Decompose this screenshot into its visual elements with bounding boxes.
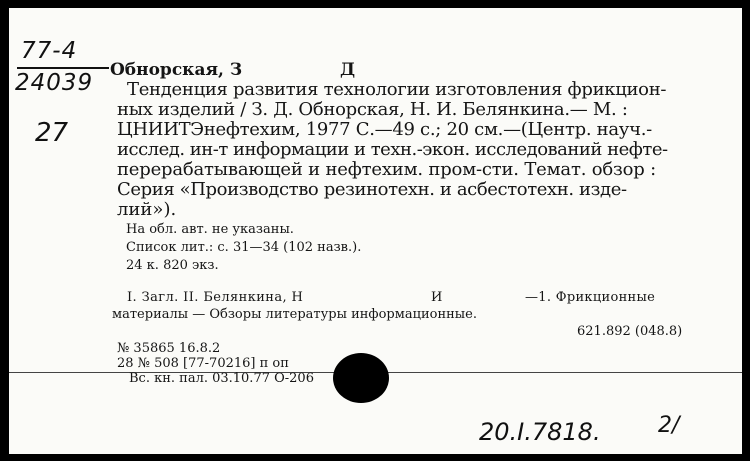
- author-heading: Обнорская, З: [110, 60, 243, 80]
- entry-line: перерабатывающей и нефтехим. пром-сти. Темат. обзор :: [117, 159, 656, 180]
- entry-line: исслед. ин-т информации и техн.-экон. исследований нефте-: [117, 139, 668, 160]
- handwritten-underline: [17, 67, 109, 69]
- handwritten-mark-left: 27: [35, 118, 69, 148]
- note-line: На обл. авт. не указаны.: [126, 222, 294, 237]
- catalog-card: [9, 8, 742, 454]
- tracing-line: I. Загл. II. Белянкина, Н: [127, 290, 304, 305]
- udc-code: 621.892 (048.8): [577, 324, 683, 339]
- handwritten-code-bottom: 24039: [15, 70, 94, 96]
- tracing-line: материалы — Обзоры литературы информационные.: [112, 307, 477, 322]
- note-line: 24 к. 820 экз.: [126, 258, 219, 273]
- note-line: Список лит.: с. 31—34 (102 назв.).: [126, 240, 362, 255]
- footer-line: 28 № 508 [77-70216] п оп: [117, 356, 289, 371]
- entry-line: лий»).: [117, 199, 177, 220]
- entry-line: ЦНИИТЭнефтехим, 1977 С.—49 с.; 20 см.—(Центр. науч.-: [117, 119, 652, 140]
- handwritten-bottom-mark: 2/: [658, 413, 680, 438]
- handwritten-bottom-number: 20.I.7818.: [479, 418, 601, 446]
- footer-number: № 35865 16.8.2: [117, 341, 221, 356]
- handwritten-code-top: 77-4: [21, 38, 78, 64]
- tracing-line: И: [431, 290, 443, 305]
- author-initial: Д: [340, 60, 356, 80]
- punch-hole: [333, 353, 389, 403]
- entry-line: ных изделий / З. Д. Обнорская, Н. И. Белянкина.— М. :: [117, 99, 628, 120]
- tracing-line: —1. Фрикционные: [525, 290, 656, 305]
- footer-line: Вс. кн. пал. 03.10.77 О-206: [129, 371, 314, 386]
- entry-line: Тенденция развития технологии изготовления фрикцион-: [127, 79, 667, 100]
- entry-line: Серия «Производство резинотехн. и асбестотехн. изде-: [117, 179, 627, 200]
